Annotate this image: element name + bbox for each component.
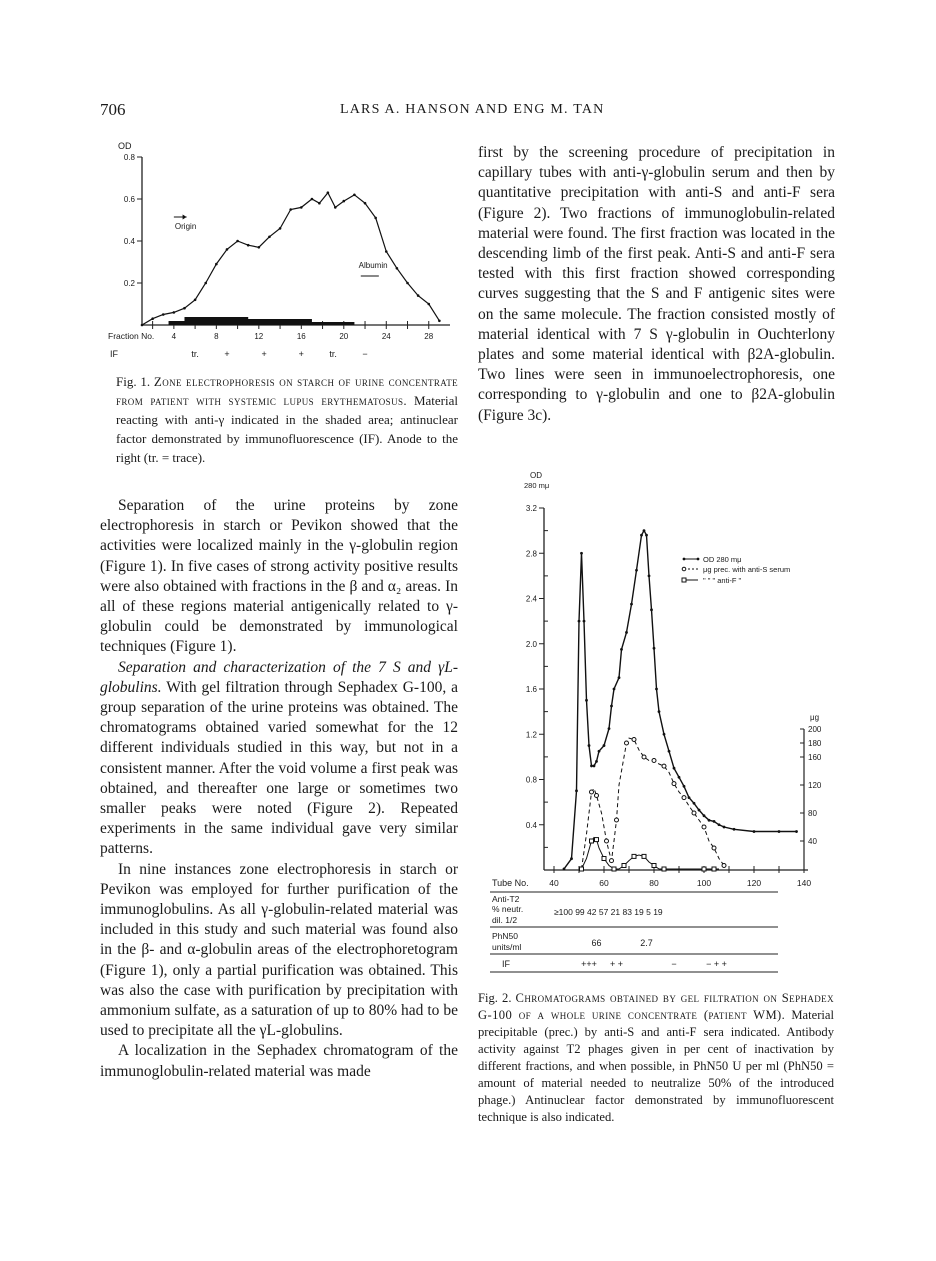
- paragraph: Separation of the urine proteins by zone electrophoresis in starch or Pevikon showed that the activities were localized mainly in the γ-globulin region (Figure 1). In five cases of strong activity positive results were also obtained with fractions in the β and α₂ areas. In all of these regions material antigenically related to γ-globulin could be demonstrated by immunological techniques (Figure 1).: [100, 497, 458, 656]
- if-value: +++: [581, 959, 597, 969]
- if-value: tr.: [329, 349, 337, 359]
- od-280-curve: [564, 531, 797, 869]
- anti-f-data-point: [662, 867, 666, 871]
- od-data-point: [663, 733, 666, 736]
- figure-2-caption-title: Chromatograms obtained by gel filtration on Sephadex G-100 of a whole urine concentrate (patient WM).: [478, 991, 834, 1022]
- x-tick-label: 100: [696, 878, 712, 888]
- od-data-point: [608, 727, 611, 730]
- legend-anti-f-label: " " " anti-F ": [703, 576, 742, 585]
- od-data-point: [698, 809, 701, 812]
- od-data-point: [595, 760, 598, 763]
- phn50-label: PhN50: [492, 931, 518, 941]
- figure-1-caption-text: Material reacting with anti-γ indicated in the shaded area; antinuclear factor demonstrated by immunofluorescence (IF). Anode to the right (tr. = trace).: [116, 393, 459, 465]
- data-point: [300, 206, 303, 209]
- od-data-point: [578, 620, 581, 623]
- data-point: [396, 267, 399, 270]
- data-point: [327, 191, 330, 194]
- fraction-no-label: Fraction No.: [108, 331, 155, 341]
- x-tick-label: 120: [746, 878, 762, 888]
- paragraph: A localization in the Sephadex chromatogram of the immunoglobulin-related material was made: [100, 1042, 458, 1080]
- right-tick-label: 160: [808, 753, 822, 762]
- anti-t2-values: ≥100 99 42 57 21 83 19 5 19: [554, 907, 663, 917]
- anti-t2-label: Anti-T2: [492, 894, 520, 904]
- legend-anti-s-marker: [682, 567, 686, 571]
- y-tick-label: 1.6: [525, 685, 537, 694]
- anti-s-data-point: [642, 755, 646, 759]
- y-axis-label-wavelength: 280 mμ: [524, 481, 550, 490]
- od-data-point: [613, 688, 616, 691]
- data-point: [427, 303, 430, 306]
- anti-f-data-point: [712, 867, 716, 871]
- phn50-value: 2.7: [640, 938, 653, 948]
- origin-label: Origin: [174, 222, 197, 231]
- right-axis-label: μg: [810, 713, 820, 722]
- y-tick-label: 0.6: [123, 195, 135, 204]
- anti-s-data-point: [595, 794, 599, 798]
- od-data-point: [583, 620, 586, 623]
- od-data-point: [593, 765, 596, 768]
- running-head: LARS A. HANSON AND ENG M. TAN: [340, 102, 605, 117]
- legend-anti-f-marker: [682, 578, 686, 582]
- od-data-point: [723, 826, 726, 829]
- paragraph-with-heading: [100, 658, 458, 860]
- data-point: [318, 202, 321, 205]
- right-column-text: [478, 143, 835, 426]
- y-tick-label: 0.8: [525, 775, 537, 785]
- right-tick-label: 180: [808, 739, 822, 748]
- right-tick-label: 40: [808, 837, 817, 846]
- anti-s-data-point: [662, 764, 666, 768]
- data-point: [258, 246, 261, 249]
- anti-s-data-point: [692, 811, 696, 815]
- if-value: +: [261, 349, 267, 359]
- od-data-point: [703, 814, 706, 817]
- y-tick-label: 0.4: [525, 820, 537, 830]
- od-data-point: [598, 750, 601, 753]
- x-tick-label: 40: [549, 878, 559, 888]
- anti-s-curve: [582, 738, 725, 869]
- if-value: + +: [609, 959, 624, 969]
- data-point: [215, 263, 218, 266]
- y-tick-label: 2.4: [525, 594, 537, 604]
- od-data-point: [683, 785, 686, 788]
- anti-f-data-point: [595, 838, 599, 842]
- anti-s-data-point: [615, 818, 619, 822]
- figure-2-caption-label: Fig. 2.: [478, 991, 512, 1005]
- anti-s-data-point: [652, 759, 656, 763]
- od-data-point: [590, 765, 593, 768]
- figure-2-caption: [478, 990, 834, 1126]
- od-data-point: [678, 776, 681, 779]
- od-data-point: [588, 744, 591, 747]
- anti-f-data-point: [632, 854, 636, 858]
- anti-f-data-point: [622, 864, 626, 868]
- paragraph: first by the screening procedure of precipitation in capillary tubes with anti-γ-globulin serum and then by quantitative precipitation with anti-S and anti-F sera (Figure 2). Two fractions of immunoglobulin-related material were found. The first fraction was located in the descending limb of the first peak. Anti-S and anti-F sera tested with this first fraction showed corresponding curves suggesting that the S and F antigenic sites were on the same molecule. The fraction consisted mostly of material identical with 7 S γ-globulin in Ouchterlony plates and some material identical with β2A-globulin. Two lines were seen in immunoelectrophoresis, one corresponding to γ-globulin and one to β2A-globulin (Figure 3c).: [478, 144, 835, 424]
- od-data-point: [693, 802, 696, 805]
- od-data-point: [795, 830, 798, 833]
- od-data-point: [563, 867, 566, 870]
- right-tick-label: 120: [808, 781, 822, 790]
- figure-2-chromatogram-chart: [488, 468, 838, 983]
- od-data-point: [753, 830, 756, 833]
- if-value: tr.: [191, 349, 199, 359]
- legend-od-marker: [697, 558, 700, 561]
- y-tick-label: 2.0: [525, 639, 537, 649]
- anti-s-data-point: [712, 846, 716, 850]
- x-tick-label: 20: [339, 332, 349, 341]
- right-tick-label: 80: [808, 809, 817, 818]
- figure-2-caption-text: Material precipitable (prec.) by anti-S and anti-F sera indicated. Antibody activity against T2 phages given in per cent of inactivation by different fractions, and when possible, in PhN50 U per ml (PhN50 = amount of material needed to neutralize 50% of the introduced phage.) Antinuclear factor demonstrated by immunofluorescent technique is also indicated.: [478, 1008, 834, 1124]
- y-tick-label: 0.4: [123, 237, 135, 246]
- data-point: [204, 282, 207, 285]
- legend-anti-s-label: μg prec. with anti-S serum: [703, 565, 791, 574]
- od-data-point: [658, 710, 661, 713]
- y-tick-label: 2.8: [525, 549, 537, 559]
- data-point: [279, 227, 282, 230]
- x-tick-label: 80: [649, 878, 659, 888]
- data-point: [141, 324, 144, 327]
- x-tick-label: 24: [381, 332, 391, 341]
- x-tick-label: 8: [214, 332, 219, 341]
- data-point: [406, 282, 409, 285]
- anti-f-data-point: [702, 867, 706, 871]
- data-point: [385, 250, 388, 253]
- data-point: [334, 206, 337, 209]
- shaded-area-anti-gamma: [169, 317, 355, 325]
- figure-1-caption-title: Zone electrophoresis on starch of urine concentrate from patient with systemic lupus erythematosus.: [116, 374, 459, 408]
- od-data-point: [688, 796, 691, 799]
- od-data-point: [648, 574, 651, 577]
- y-tick-label: 3.2: [525, 504, 537, 513]
- if-value: −: [362, 349, 368, 359]
- y-tick-label: 0.2: [123, 279, 135, 288]
- od-data-point: [635, 569, 638, 572]
- anti-s-data-point: [625, 741, 629, 745]
- data-point: [268, 236, 271, 239]
- albumin-label: Albumin: [358, 261, 388, 270]
- data-point: [247, 244, 250, 247]
- x-tick-label: 60: [599, 878, 609, 888]
- data-point: [364, 202, 367, 205]
- origin-arrowhead: [183, 215, 187, 220]
- if-value: − + +: [706, 959, 727, 969]
- phn50-label: units/ml: [492, 942, 522, 952]
- phn50-value: 66: [591, 938, 602, 948]
- data-point: [374, 217, 377, 220]
- paragraph: In nine instances zone electrophoresis in starch or Pevikon was employed for further purification of the immunoglobulins. As all γ-globulin-related material was included in this study and such material was found also in the β- and α-globulin areas of the electrophoretogram (Figure 1), only a partial purification was obtained. This was also the case with purification by precipitation with ammonium sulfate, as a saturation of up to 80% had to be used to precipitate all the γL-globulins.: [100, 860, 458, 1040]
- page-number: 706: [100, 100, 126, 119]
- anti-s-data-point: [590, 790, 594, 794]
- od-curve: [142, 193, 439, 325]
- anti-f-data-point: [602, 857, 606, 861]
- od-data-point: [668, 750, 671, 753]
- tube-no-label: Tube No.: [492, 878, 529, 888]
- data-point: [162, 313, 165, 316]
- data-point: [417, 294, 420, 297]
- data-point: [342, 200, 345, 203]
- y-tick-label: 0.8: [123, 153, 135, 162]
- if-value: −: [671, 959, 677, 969]
- data-point: [311, 198, 314, 201]
- data-point: [183, 307, 186, 310]
- data-point: [173, 311, 176, 314]
- od-data-point: [643, 529, 646, 532]
- data-point: [438, 320, 441, 323]
- x-tick-label: 4: [171, 332, 177, 341]
- od-data-point: [673, 767, 676, 770]
- od-data-point: [708, 819, 711, 822]
- od-data-point: [778, 830, 781, 833]
- od-data-point: [645, 534, 648, 537]
- x-tick-label: 12: [254, 332, 264, 341]
- legend-od-label: OD 280 mμ: [703, 555, 742, 564]
- od-data-point: [575, 789, 578, 792]
- anti-s-data-point: [605, 839, 609, 843]
- od-data-point: [618, 676, 621, 679]
- od-data-point: [580, 552, 583, 555]
- od-data-point: [733, 828, 736, 831]
- x-tick-label: 140: [796, 878, 812, 888]
- od-data-point: [625, 631, 628, 634]
- legend-od-marker: [683, 558, 686, 561]
- figure-1-caption-label: Fig. 1.: [116, 374, 151, 389]
- if-value: +: [298, 349, 304, 359]
- figure-1-caption: [116, 372, 458, 467]
- od-data-point: [653, 647, 656, 650]
- od-data-point: [650, 608, 653, 611]
- x-tick-label: 16: [296, 332, 306, 341]
- anti-f-data-point: [642, 854, 646, 858]
- od-data-point: [570, 857, 573, 860]
- x-tick-label: 28: [424, 332, 434, 341]
- anti-f-data-point: [590, 839, 594, 843]
- anti-t2-label: dil. 1/2: [492, 915, 518, 925]
- anti-f-data-point: [612, 867, 616, 871]
- data-point: [226, 248, 229, 251]
- od-data-point: [620, 648, 623, 651]
- anti-s-data-point: [682, 796, 686, 800]
- y-axis-label: OD: [118, 141, 132, 151]
- od-data-point: [603, 744, 606, 747]
- y-tick-label: 1.2: [525, 730, 537, 740]
- anti-s-data-point: [610, 859, 614, 863]
- data-point: [194, 299, 197, 302]
- if-value: +: [224, 349, 230, 359]
- anti-f-curve: [582, 838, 720, 870]
- if-label: IF: [502, 959, 510, 969]
- od-data-point: [630, 603, 633, 606]
- figure-1-electrophoresis-chart: [100, 135, 460, 367]
- section-heading: Separation and characterization of the 7 S and γL-globulins.: [100, 658, 458, 696]
- anti-f-data-point: [652, 864, 656, 868]
- y-axis-label-od: OD: [530, 471, 542, 480]
- data-point: [236, 240, 239, 243]
- od-data-point: [655, 688, 658, 691]
- if-label: IF: [110, 349, 118, 359]
- data-point: [353, 194, 356, 197]
- anti-s-data-point: [722, 864, 726, 868]
- data-point: [151, 317, 154, 320]
- anti-s-data-point: [702, 825, 706, 829]
- data-point: [289, 208, 292, 211]
- od-data-point: [718, 823, 721, 826]
- anti-s-data-point: [672, 782, 676, 786]
- left-column-text: [100, 496, 458, 1082]
- anti-s-data-point: [632, 738, 636, 742]
- anti-f-data-point: [580, 867, 584, 871]
- anti-t2-label: % neutr.: [492, 904, 524, 914]
- od-data-point: [640, 534, 643, 537]
- right-tick-label: 200: [808, 725, 822, 734]
- paragraph-body: With gel filtration through Sephadex G-100, a group separation of the urine proteins was obtained. The chromatograms obtained varied somewhat for the 12 different individuals studied in this way, but not in a consistent manner. After the void volume a first peak was obtained, and thereafter one large or sometimes two smaller peaks were noted (Figure 2). Repeated experiments in the same individual gave very similar patterns.: [100, 678, 458, 858]
- od-data-point: [713, 820, 716, 823]
- od-data-point: [610, 705, 613, 708]
- od-data-point: [585, 699, 588, 702]
